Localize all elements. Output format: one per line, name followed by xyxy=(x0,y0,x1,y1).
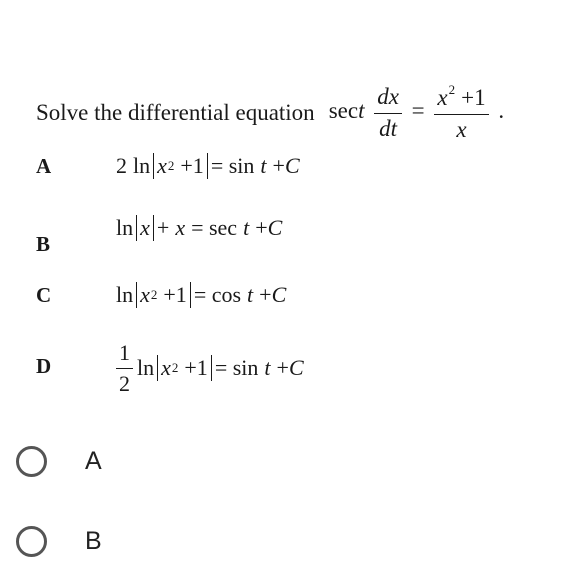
radio-button-b[interactable] xyxy=(16,526,47,557)
radio-button-a[interactable] xyxy=(16,446,47,477)
sec-func: sec xyxy=(328,98,359,124)
option-letter-d: D xyxy=(36,354,52,378)
abs-bar-right xyxy=(211,355,212,381)
question-text: Solve the differential equation xyxy=(36,100,315,125)
fraction-denominator: x xyxy=(456,116,467,142)
abs-bar-right xyxy=(153,215,154,241)
option-a-expression: 2 ln x 2 +1 = sin t + C xyxy=(116,153,300,178)
period: . xyxy=(498,98,505,124)
abs-bar-left xyxy=(136,215,137,241)
rhs-fraction xyxy=(434,83,488,143)
fraction-denominator: dt xyxy=(379,115,397,141)
one-half-fraction: $\frac{1}{2}$ xyxy=(116,340,133,396)
option-letter-b: B xyxy=(36,232,51,256)
option-d-expression: $\frac{1}{2}$ ln x 2 +1 = sin t + C xyxy=(116,338,304,398)
fraction-bar xyxy=(374,113,402,114)
fraction-bar xyxy=(434,114,488,115)
fraction-numerator: $x^2 +1$ xyxy=(437,82,486,111)
fraction-numerator: dx xyxy=(377,84,399,110)
answer-choice-a[interactable] xyxy=(16,446,102,477)
answer-label-b[interactable]: B xyxy=(85,527,102,555)
equals-sign: = xyxy=(411,98,425,124)
option-letter-c: C xyxy=(36,283,52,307)
dxdt-fraction xyxy=(374,84,402,142)
abs-bar-left xyxy=(157,355,158,381)
question-row xyxy=(36,80,504,146)
option-letter-a: A xyxy=(36,154,52,178)
abs-bar-left xyxy=(153,153,154,179)
question-equation xyxy=(329,83,504,143)
option-b-expression: ln x + x = sec t + C xyxy=(116,215,283,240)
option-c-expression: ln x 2 +1 = cos t + C xyxy=(116,282,287,307)
answer-label-a[interactable]: A xyxy=(85,447,102,475)
var-t: t xyxy=(358,98,365,124)
abs-bar-left xyxy=(136,282,137,308)
abs-bar-right xyxy=(207,153,208,179)
abs-bar-right xyxy=(190,282,191,308)
answer-choice-b[interactable] xyxy=(16,526,102,557)
